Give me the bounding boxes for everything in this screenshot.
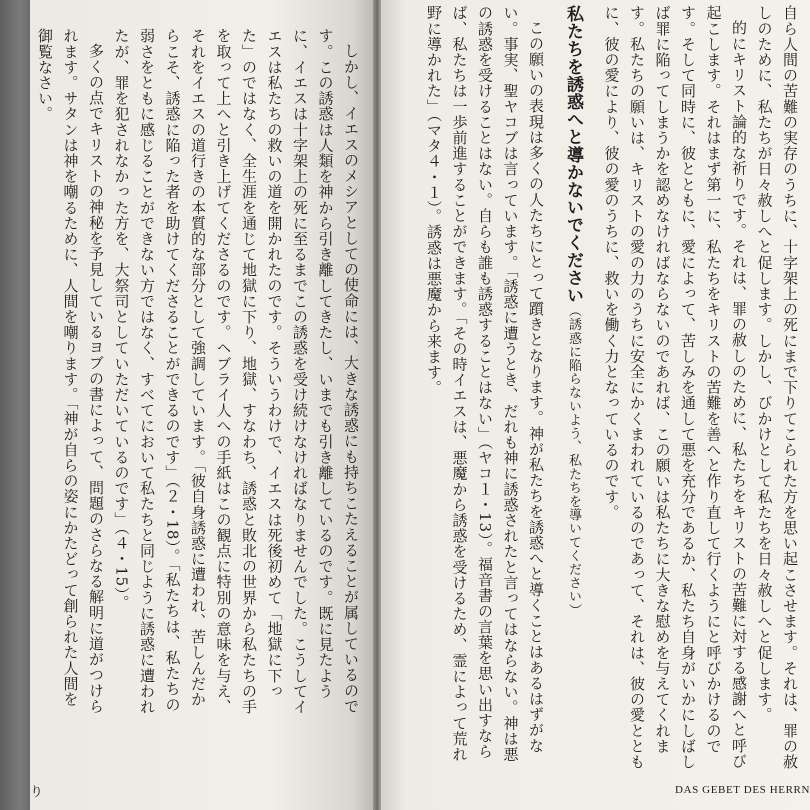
left-page: [30, 0, 373, 810]
right-paragraph-1: 自ら人間の苦難の実存のうちに、十字架上の死にまで下りてこられた方を思い起こさせます。それは、罪の赦しのために、私たちが日々赦しへと促します。しかし、びかけとして私たちを日々赦しへと促します。: [755, 5, 799, 770]
left-paragraph-1: しかし、イエスのメシアとしての使命には、大きな誘惑にも持ちこたえることが属しているのです。この誘惑は人類を神から引き離してきたし、いまでも引き離しているのです。既に見たように、イエスは十字架上の死に至るまでこの誘惑を受け続けなければなりませんでした。こうしてイエスは私たちの救いの道を開かれたのです。そういうわけで、イエスは死後初めて「地獄に下った」のではなく、全生涯を通じて地獄に下り、地獄、すなわち、誘惑と敗北の世界から私たちの手を取って上へと引き上げてくださるのです。ヘブライ人への手紙はこの観点に特別の意味を与え、それをイエスの道行きの本質的な部分として強調しています。「彼自身誘惑に遭われ、苦しんだからこそ、誘惑に陥った者を助けてくださることができるのです」（２・18）。「私たちは、私たちの弱さをともに感じることができない方ではなく、すべてにおいて私たちと同じように誘惑に遭われたが、罪を犯されなかった方を、大祭司としていただいているのです」（４・15）。: [112, 28, 360, 715]
left-folio: り: [30, 785, 44, 800]
section-heading-note: （誘惑に陥らないよう、私たちを導いてください）: [566, 304, 581, 618]
right-paragraph-2: 的にキリスト論的な祈りです。それは、罪の赦しのために、私たちをキリストの苦難に対する感謝へと呼び起こします。それはまず第一に、私たちをキリストの苦難を善へと作り直して行くようにと呼びかけるのです。そして同時に、彼とともに、愛によって、苦しみを通して悪を充分であるか、私たち自身がいかにしばしば罪に陥ってしまうかを認めなければならないのであれば、この願いは私たちに大きな慰めを与えてくれます。私たちの願いは、キリストの愛の力のうちに安全にかくまわれているのであって、それは、彼の愛とともに、彼の愛により、彼の愛のうちに、救いを働く力となっているのです。: [602, 5, 748, 770]
right-page-body: [421, 5, 803, 775]
right-page: [381, 0, 810, 810]
section-heading-title: 私たちを誘惑へと導かないでください: [563, 5, 583, 305]
left-page-body: [32, 28, 364, 718]
left-paragraph-2: 多くの点でキリストの神秘を予見しているヨブの書によって、問題のさらなる解明に道がつけられます。サタンは神を嘲るために、人間を嘲ります。「神が自らの姿にかたどって創られた人間を御覧なさい。: [36, 28, 105, 714]
running-header: DAS GEBET DES HERRN: [675, 784, 810, 796]
book-gutter: [373, 0, 381, 810]
right-paragraph-3: この願いの表現は多くの人たちにとって躓きとなります。神が私たちを誘惑へと導くことはあるはずがない。事実、聖ヤコブは言っています。「誘惑に遭うとき、だれも神に誘惑されたと言ってはならない。神は悪の誘惑を受けることはない。自らも誰も誘惑することはない」（ヤコ１・13）。福音書の言葉を思い出すならば、私たちは一歩前進することができます。「その時イエスは、悪魔から誘惑を受けるため、霊によって荒れ野に導かれた」（マタ４・１）。誘惑は悪魔から来ます。: [425, 5, 545, 762]
section-heading: [548, 5, 598, 775]
